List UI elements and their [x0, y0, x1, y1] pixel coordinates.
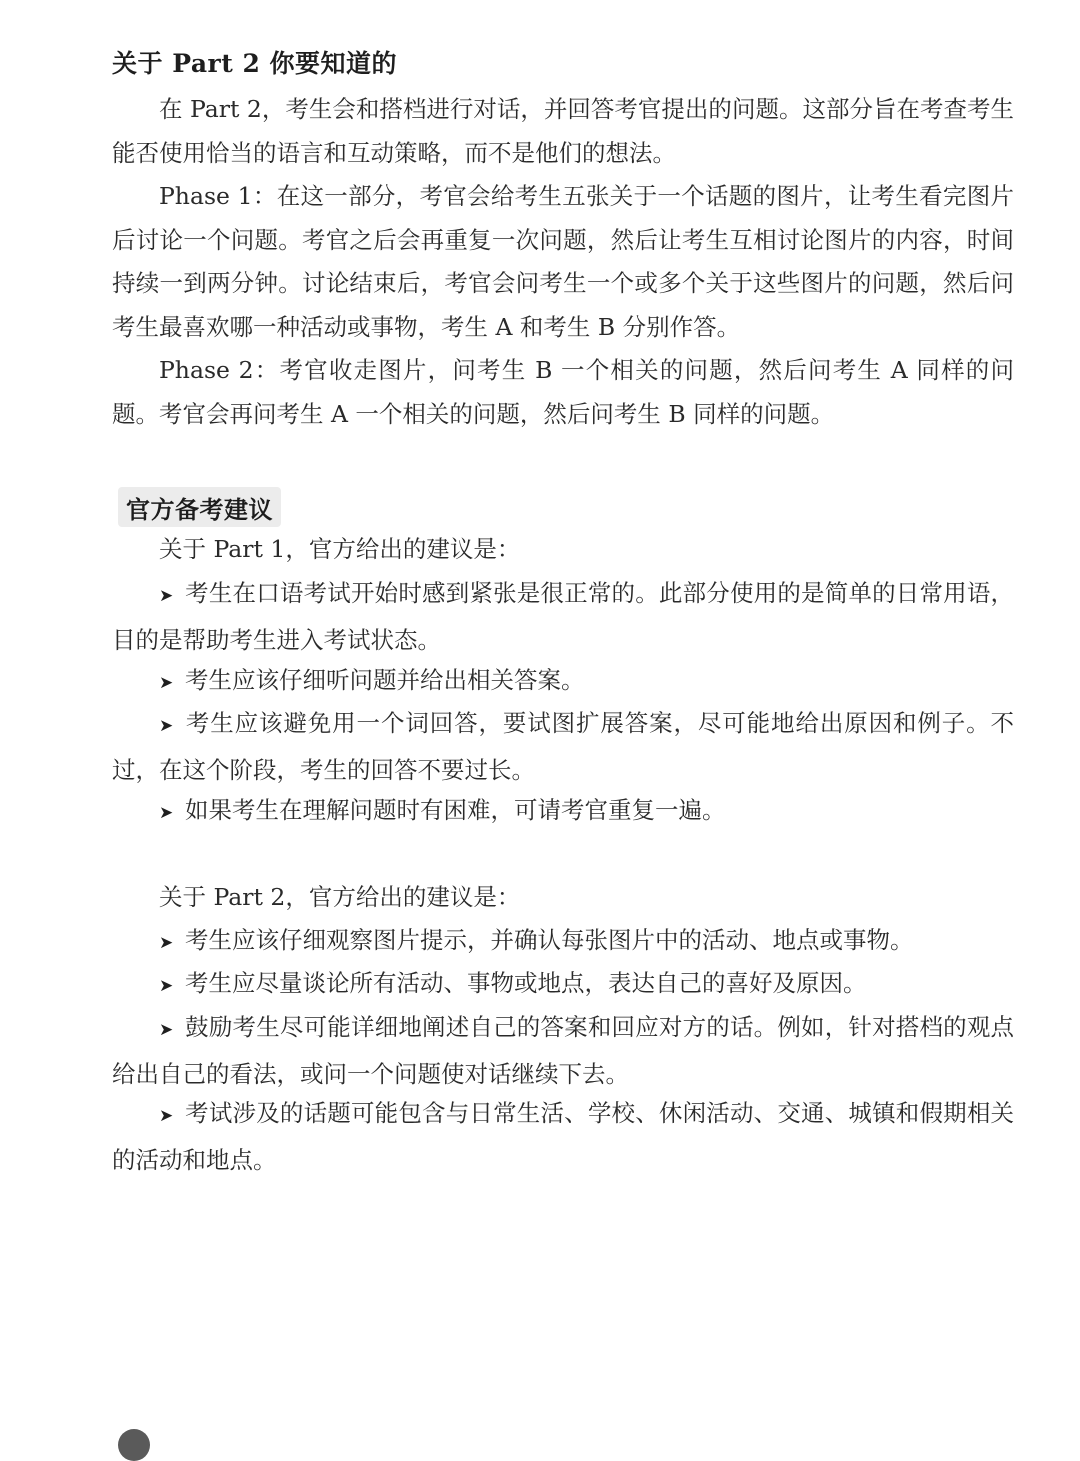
tip-text: 考生应该仔细观察图片提示，并确认每张图片中的活动、地点或事物。: [185, 926, 914, 954]
part2-intro-paragraph: 在 Part 2，考生会和搭档进行对话，并回答考官提出的问题。这部分旨在考查考生能否使用恰当的语言和互动策略，而不是他们的想法。: [112, 95, 1014, 167]
tip-text: 考生应该仔细听问题并给出相关答案。: [185, 666, 585, 694]
tip-text: 考生在口语考试开始时感到紧张是很正常的。此部分使用的是简单的日常用语，目的是帮助考生进入考试状态。: [112, 579, 1014, 654]
phase2-paragraph: Phase 2：考官收走图片，问考生 B 一个相关的问题，然后问考生 A 同样的问题。考官会再问考生 A 一个相关的问题，然后问考生 B 同样的问题。: [112, 356, 1014, 428]
tip-text: 鼓励考生尽可能详细地阐述自己的答案和回应对方的话。例如，针对搭档的观点给出自己的看法，或问一个问题使对话继续下去。: [112, 1013, 1014, 1088]
arrow-bullet-icon: ➤: [159, 716, 174, 736]
arrow-bullet-icon: ➤: [159, 1020, 174, 1040]
arrow-bullet-icon: ➤: [159, 1106, 174, 1126]
list-item: [112, 659, 1014, 706]
list-item: [112, 962, 1014, 1009]
arrow-bullet-icon: ➤: [159, 673, 174, 693]
tips-heading-box: [118, 487, 281, 527]
tip-text: 考生应该避免用一个词回答，要试图扩展答案，尽可能地给出原因和例子。不过，在这个阶段，考生的回答不要过长。: [112, 709, 1014, 784]
arrow-bullet-icon: ➤: [159, 933, 174, 953]
list-item: [112, 1006, 1014, 1096]
arrow-bullet-icon: ➤: [159, 586, 174, 606]
arrow-bullet-icon: ➤: [159, 803, 174, 823]
page-number-dot: [118, 1429, 150, 1461]
part2-tips-intro: 关于 Part 2，官方给出的建议是：: [159, 883, 521, 911]
tip-text: 考试涉及的话题可能包含与日常生活、学校、休闲活动、交通、城镇和假期相关的活动和地点。: [112, 1099, 1014, 1174]
list-item: [112, 1092, 1014, 1182]
phase1-paragraph: Phase 1：在这一部分，考官会给考生五张关于一个话题的图片，让考生看完图片后讨论一个问题。考官之后会再重复一次问题，然后让考生互相讨论图片的内容，时间持续一到两分钟。讨论结束后，考官会问考生一个或多个关于这些图片的问题，然后问考生最喜欢哪一种活动或事物，考生 A 和考生 B 分别作答。: [112, 182, 1014, 341]
tip-text: 如果考生在理解问题时有困难，可请考官重复一遍。: [185, 796, 726, 824]
tips-heading: 官方备考建议: [126, 495, 273, 524]
tip-text: 考生应尽量谈论所有活动、事物或地点，表达自己的喜好及原因。: [185, 969, 867, 997]
section-title: 关于 Part 2 你要知道的: [112, 49, 398, 78]
part1-tips-intro: 关于 Part 1，官方给出的建议是：: [159, 535, 521, 563]
list-item: [112, 572, 1014, 662]
arrow-bullet-icon: ➤: [159, 976, 174, 996]
list-item: [112, 919, 1014, 966]
list-item: [112, 702, 1014, 792]
list-item: [112, 789, 1014, 836]
